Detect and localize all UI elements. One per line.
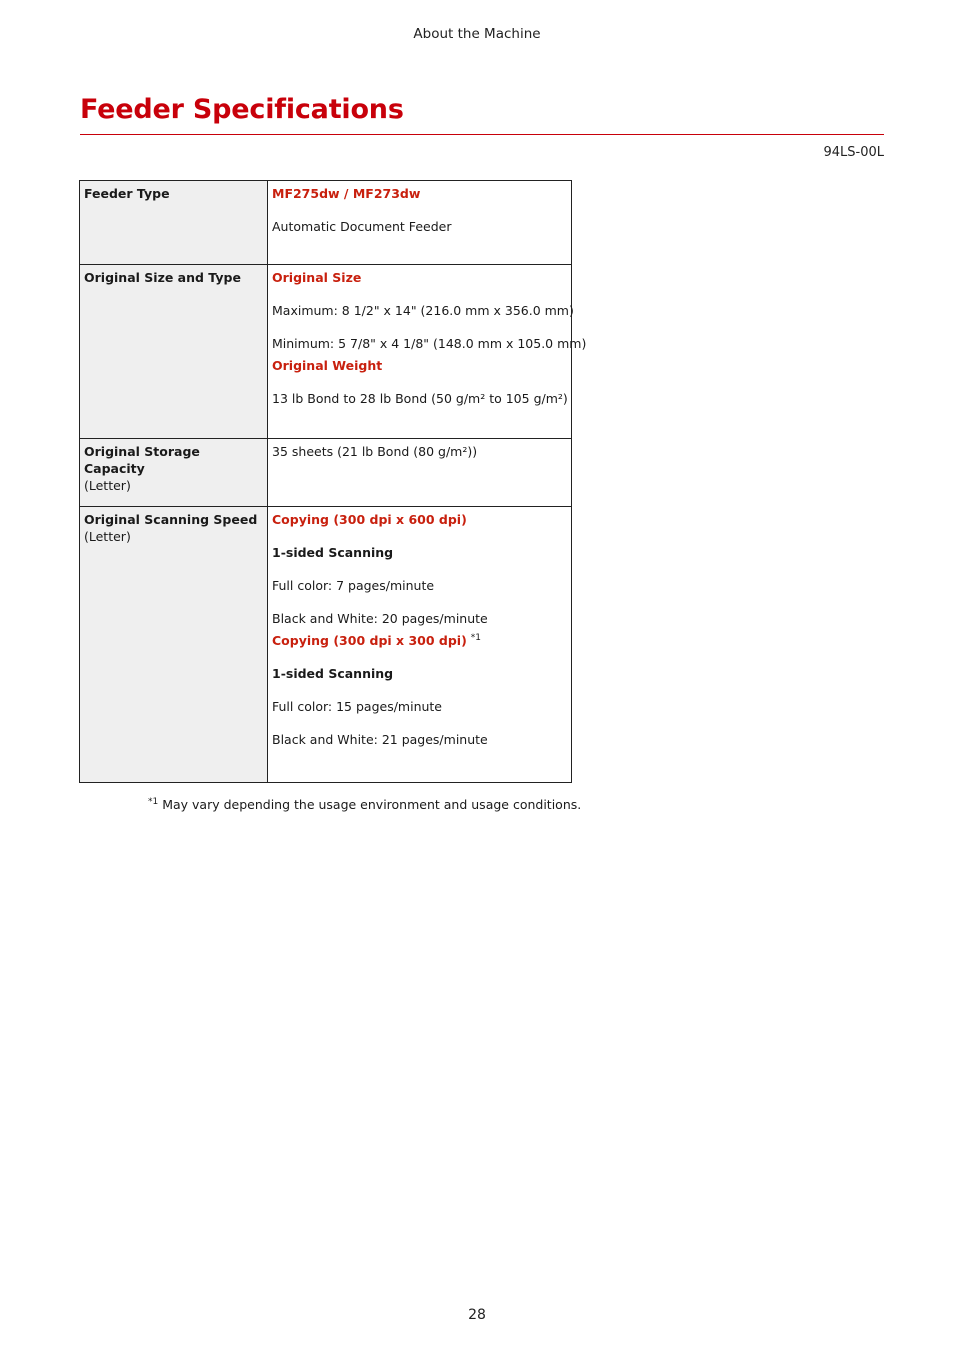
row-value-cell (268, 181, 572, 265)
row-value-cell (268, 265, 587, 439)
title-rule (80, 134, 884, 135)
row-label-cell (80, 181, 268, 265)
table-row-original-storage-capacity (80, 439, 572, 507)
footnote-marker: *1 (148, 796, 159, 807)
footnote (148, 797, 581, 812)
spec-value-weight: 13 lb Bond to 28 lb Bond (50 g/m² to 105 g/m²) (272, 391, 568, 406)
footnote-reference: *1 (470, 632, 482, 643)
row-label-cell (80, 439, 268, 507)
row-sublabel: (Letter) (84, 529, 131, 544)
row-label: Original Size and Type (84, 270, 241, 285)
subheading-original-weight: Original Weight (272, 358, 383, 373)
subheading-copying-300-line (272, 632, 568, 649)
spec-value-minimum: Minimum: 5 7/8" x 4 1/8" (148.0 mm x 105.0 mm) (272, 336, 587, 351)
document-code: 94LS-00L (823, 145, 884, 160)
subheading-original-size: Original Size (272, 270, 362, 285)
model-heading: MF275dw / MF273dw (272, 186, 421, 201)
spec-value-black-white: Black and White: 20 pages/minute (272, 611, 488, 626)
running-header: About the Machine (413, 26, 541, 42)
feeder-spec-table (79, 180, 587, 783)
row-sublabel: (Letter) (84, 478, 131, 493)
row-label-cell (80, 507, 268, 783)
page-number: 28 (468, 1307, 486, 1323)
spec-value: Automatic Document Feeder (272, 219, 452, 234)
subheading-copying-300: Copying (300 dpi x 300 dpi) (272, 633, 467, 648)
row-label: Original Scanning Speed (84, 512, 258, 527)
spec-value-capacity: 35 sheets (21 lb Bond (80 g/m²)) (272, 444, 478, 459)
spec-value-black-white: Black and White: 21 pages/minute (272, 732, 488, 747)
row-value-cell (268, 507, 572, 783)
row-label: Feeder Type (84, 186, 170, 201)
spec-value-maximum: Maximum: 8 1/2" x 14" (216.0 mm x 356.0 mm) (272, 303, 574, 318)
table-row-original-scanning-speed (80, 507, 572, 783)
row-label: Original Storage Capacity (84, 444, 200, 476)
subheading-one-sided: 1-sided Scanning (272, 545, 394, 560)
table-row-original-size-and-type (80, 265, 572, 439)
footnote-text: May vary depending the usage environment and usage conditions. (158, 797, 582, 812)
page-title: Feeder Specifications (80, 94, 404, 125)
row-value-cell (268, 439, 572, 507)
subheading-one-sided: 1-sided Scanning (272, 666, 394, 681)
spec-value-full-color: Full color: 7 pages/minute (272, 578, 435, 593)
table-row-feeder-type (80, 181, 572, 265)
spec-value-full-color: Full color: 15 pages/minute (272, 699, 443, 714)
subheading-copying-600: Copying (300 dpi x 600 dpi) (272, 512, 467, 527)
row-label-cell (80, 265, 268, 439)
